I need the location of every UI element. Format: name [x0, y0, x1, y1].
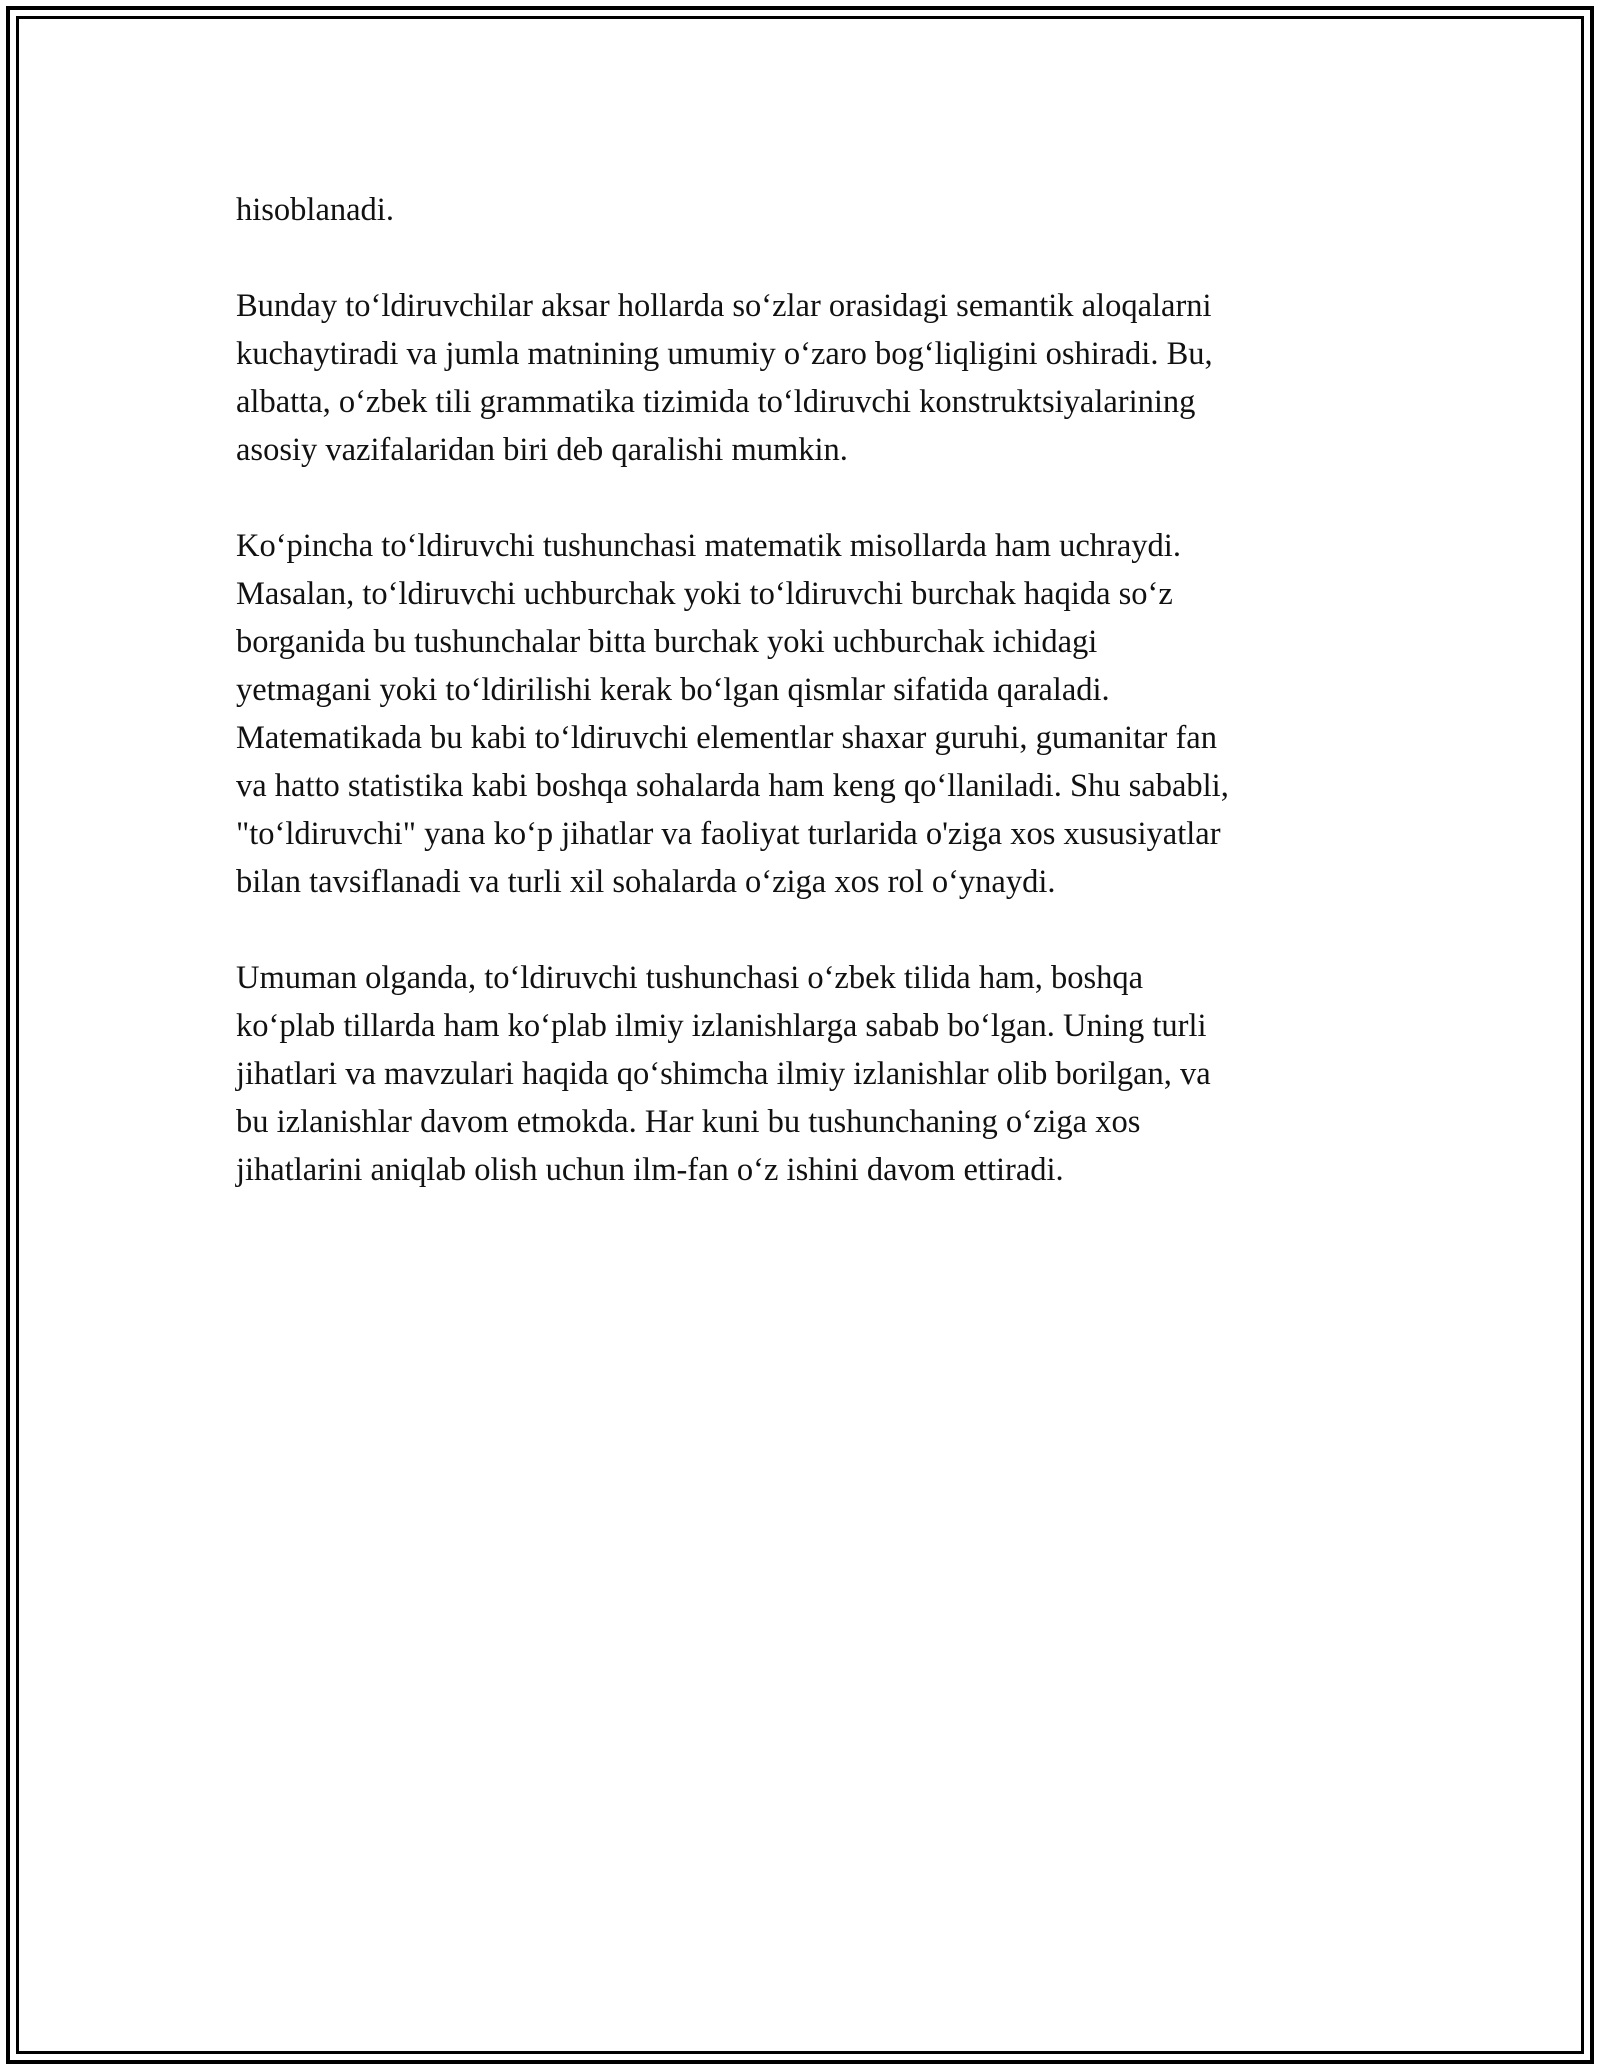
- text-line: albatta, o‘zbek tili grammatika tizimida to‘ldiruvchi konstruktsiyalarining: [236, 384, 1196, 420]
- text-line: jihatlari va mavzulari haqida qo‘shimcha ilmiy izlanishlar olib borilgan, va: [236, 1056, 1211, 1092]
- text-line: yetmagani yoki to‘ldirilishi kerak bo‘lgan qismlar sifatida qaraladi.: [236, 672, 1110, 708]
- text-line: jihatlarini aniqlab olish uchun ilm-fan o‘z ishini davom ettiradi.: [236, 1152, 1064, 1188]
- text-line: bu izlanishlar davom etmokda. Har kuni bu tushunchaning o‘ziga xos: [236, 1104, 1141, 1140]
- text-line: Masalan, to‘ldiruvchi uchburchak yoki to‘ldiruvchi burchak haqida so‘z: [236, 576, 1173, 612]
- text-line: hisoblanadi.: [236, 192, 394, 228]
- text-line: "to‘ldiruvchi" yana ko‘p jihatlar va faoliyat turlarida o'ziga xos xususiyatlar: [236, 816, 1221, 852]
- text-line: Matematikada bu kabi to‘ldiruvchi elementlar shaxar guruhi, gumanitar fan: [236, 720, 1217, 756]
- text-line: Umuman olganda, to‘ldiruvchi tushunchasi o‘zbek tilida ham, boshqa: [236, 960, 1144, 996]
- text-line: Ko‘pincha to‘ldiruvchi tushunchasi matematik misollarda ham uchraydi.: [236, 528, 1181, 564]
- text-line: ko‘plab tillarda ham ko‘plab ilmiy izlanishlarga sabab bo‘lgan. Uning turli: [236, 1008, 1207, 1044]
- text-line: asosiy vazifalaridan biri deb qaralishi mumkin.: [236, 432, 848, 468]
- document-body: [236, 186, 1386, 1242]
- text-line: kuchaytiradi va jumla matnining umumiy o‘zaro bog‘liqligini oshiradi. Bu,: [236, 336, 1213, 372]
- paragraph-4: [236, 954, 1386, 1194]
- text-line: va hatto statistika kabi boshqa sohalarda ham keng qo‘llaniladi. Shu sababli,: [236, 768, 1229, 804]
- text-line: bilan tavsiflanadi va turli xil sohalarda o‘ziga xos rol o‘ynaydi.: [236, 864, 1056, 900]
- paragraph-1: [236, 186, 1386, 234]
- text-line: Bunday to‘ldiruvchilar aksar hollarda so‘zlar orasidagi semantik aloqalarni: [236, 288, 1212, 324]
- text-line: borganida bu tushunchalar bitta burchak yoki uchburchak ichidagi: [236, 624, 1098, 660]
- paragraph-3: [236, 522, 1386, 906]
- paragraph-2: [236, 282, 1386, 474]
